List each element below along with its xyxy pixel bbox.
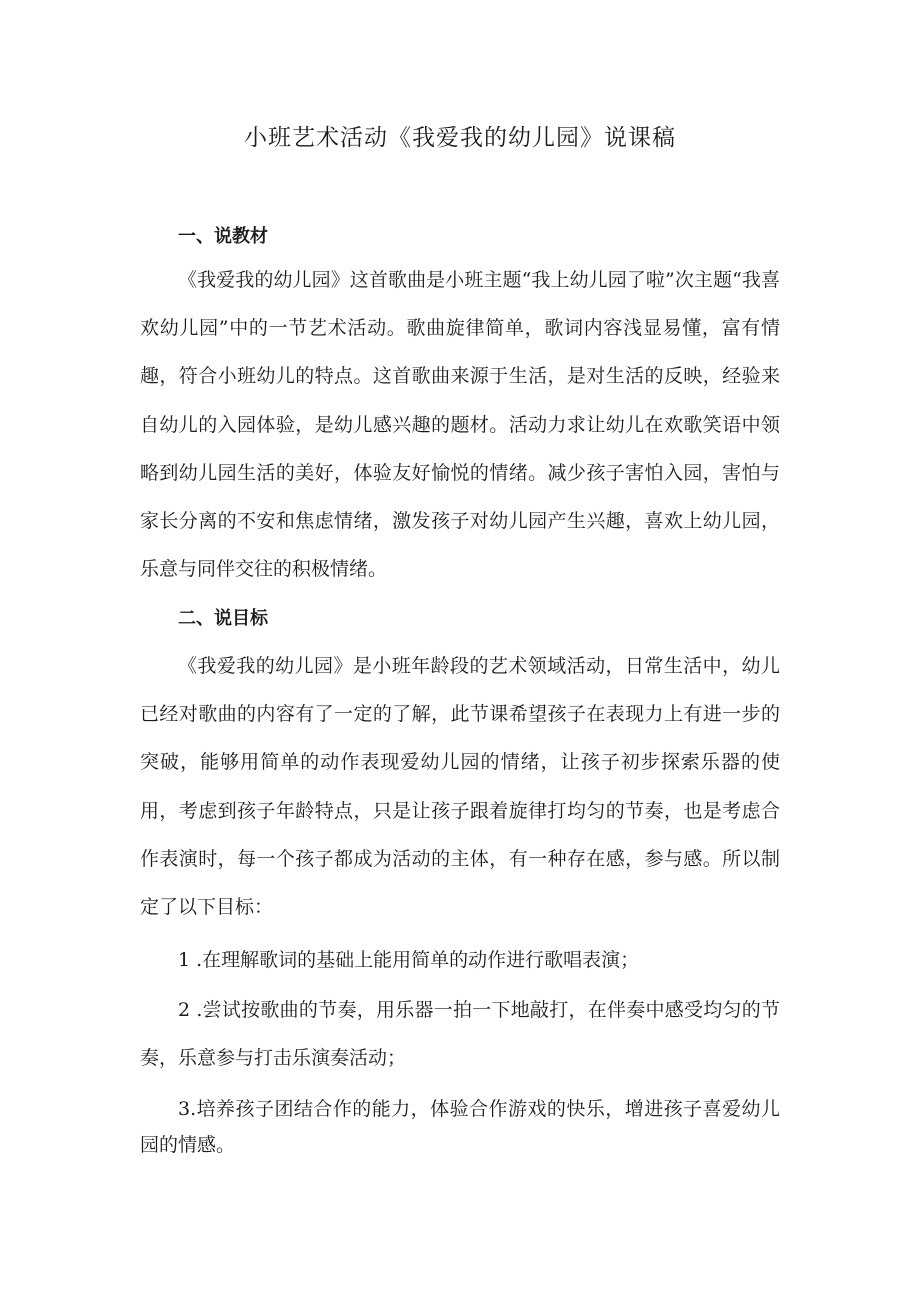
document-title: 小班艺术活动《我爱我的幼儿园》说课稿 <box>244 125 676 151</box>
goal-list-item: 1 .在理解歌词的基础上能用简单的动作进行歌唱表演； <box>178 949 640 971</box>
section-heading-goals: 二、说目标 <box>178 608 268 629</box>
goal-list-item: 3.培养孩子团结合作的能力，体验合作游戏的快乐，增进孩子喜爱幼儿园的情感。 <box>140 1098 780 1156</box>
section-paragraph-materials: 《我爱我的幼儿园》这首歌曲是小班主题“我上幼儿园了啦”次主题“我喜欢幼儿园”中的一节艺术活动。歌曲旋律简单，歌词内容浅显易懂，富有情趣，符合小班幼儿的特点。这首歌曲来源于生活，是对生活的反映，经验来自幼儿的入园体验，是幼儿感兴趣的题材。活动力求让幼儿在欢歌笑语中领略到幼儿园生活的美好，体验友好愉悦的情绪。减少孩子害怕入园，害怕与家长分离的不安和焦虑情绪，激发孩子对幼儿园产生兴趣，喜欢上幼儿园，乐意与同伴交往的积极情绪。 <box>140 269 780 581</box>
goal-list-item: 2 .尝试按歌曲的节奏，用乐器一拍一下地敲打，在伴奏中感受均匀的节奏，乐意参与打击乐演奏活动； <box>140 999 780 1069</box>
section-paragraph-goals: 《我爱我的幼儿园》是小班年龄段的艺术领域活动，日常生活中，幼儿已经对歌曲的内容有了一定的了解，此节课希望孩子在表现力上有进一步的突破，能够用简单的动作表现爱幼儿园的情绪，让孩子初步探索乐器的使用，考虑到孩子年龄特点，只是让孩子跟着旋律打均匀的节奏，也是考虑合作表演时，每一个孩子都成为活动的主体，有一种存在感，参与感。所以制定了以下目标： <box>140 655 780 919</box>
section-heading-materials: 一、说教材 <box>178 226 268 247</box>
